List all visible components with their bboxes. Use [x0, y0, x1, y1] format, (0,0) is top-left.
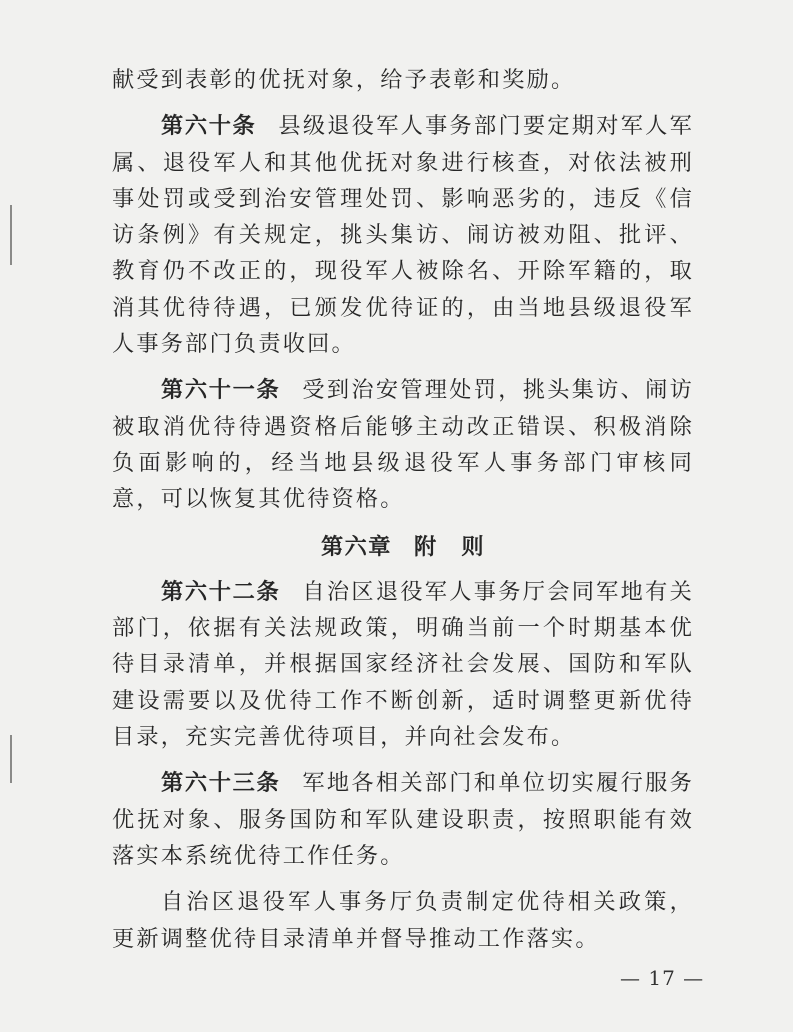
paragraph-text: 县级退役军人事务部门要定期对军人军属、退役军人和其他优抚对象进行核查，对依法被刑事处罚或受到治安管理处罚、影响恶劣的，违反《信访条例》有关规定，挑头集访、闹访被劝阻、批评、教育仍不改正的，现役军人被除名、开除军籍的，取消其优待待遇，已颁发优待证的，由当地县级退役军人事务部门负责收回。: [112, 113, 694, 358]
article-60: [112, 108, 694, 362]
chapter-title: 附 则: [414, 533, 486, 560]
binding-mark: [10, 205, 12, 265]
article-number: 第六十条: [161, 113, 257, 140]
paragraph-text: 自治区退役军人事务厅会同军地有关部门，依据有关法规政策，明确当前一个时期基本优待目录清单，并根据国家经济社会发展、国防和军队建设需要以及优待工作不断创新，适时调整更新优待目录，充实完善优待项目，并向社会发布。: [112, 578, 695, 751]
article-61: [112, 372, 694, 517]
article-number: 第六十一条: [161, 377, 281, 404]
document-body: [112, 62, 694, 957]
paragraph-text: 献受到表彰的优抚对象，给予表彰和奖励。: [112, 67, 576, 93]
paragraph: [112, 884, 694, 957]
binding-mark: [10, 735, 12, 783]
chapter-heading: [112, 529, 694, 565]
page-number: — 17 —: [620, 966, 705, 990]
article-number: 第六十三条: [161, 770, 281, 797]
paragraph-text: 受到治安管理处罚，挑头集访、闹访被取消优待待遇资格后能够主动改正错误、积极消除负面影响的，经当地县级退役军人事务部门审核同意，可以恢复其优待资格。: [112, 377, 695, 513]
article-62: [112, 574, 694, 755]
article-63: [112, 765, 694, 874]
article-number: 第六十二条: [161, 578, 281, 605]
chapter-number: 第六章: [320, 533, 392, 560]
paragraph-text: 自治区退役军人事务厅负责制定优待相关政策，更新调整优待目录清单并督导推动工作落实。: [112, 889, 694, 952]
paragraph-text: 军地各相关部门和单位切实履行服务优抚对象、服务国防和军队建设职责，按照职能有效落实本系统优待工作任务。: [112, 770, 695, 869]
paragraph-continuation: [112, 62, 694, 98]
